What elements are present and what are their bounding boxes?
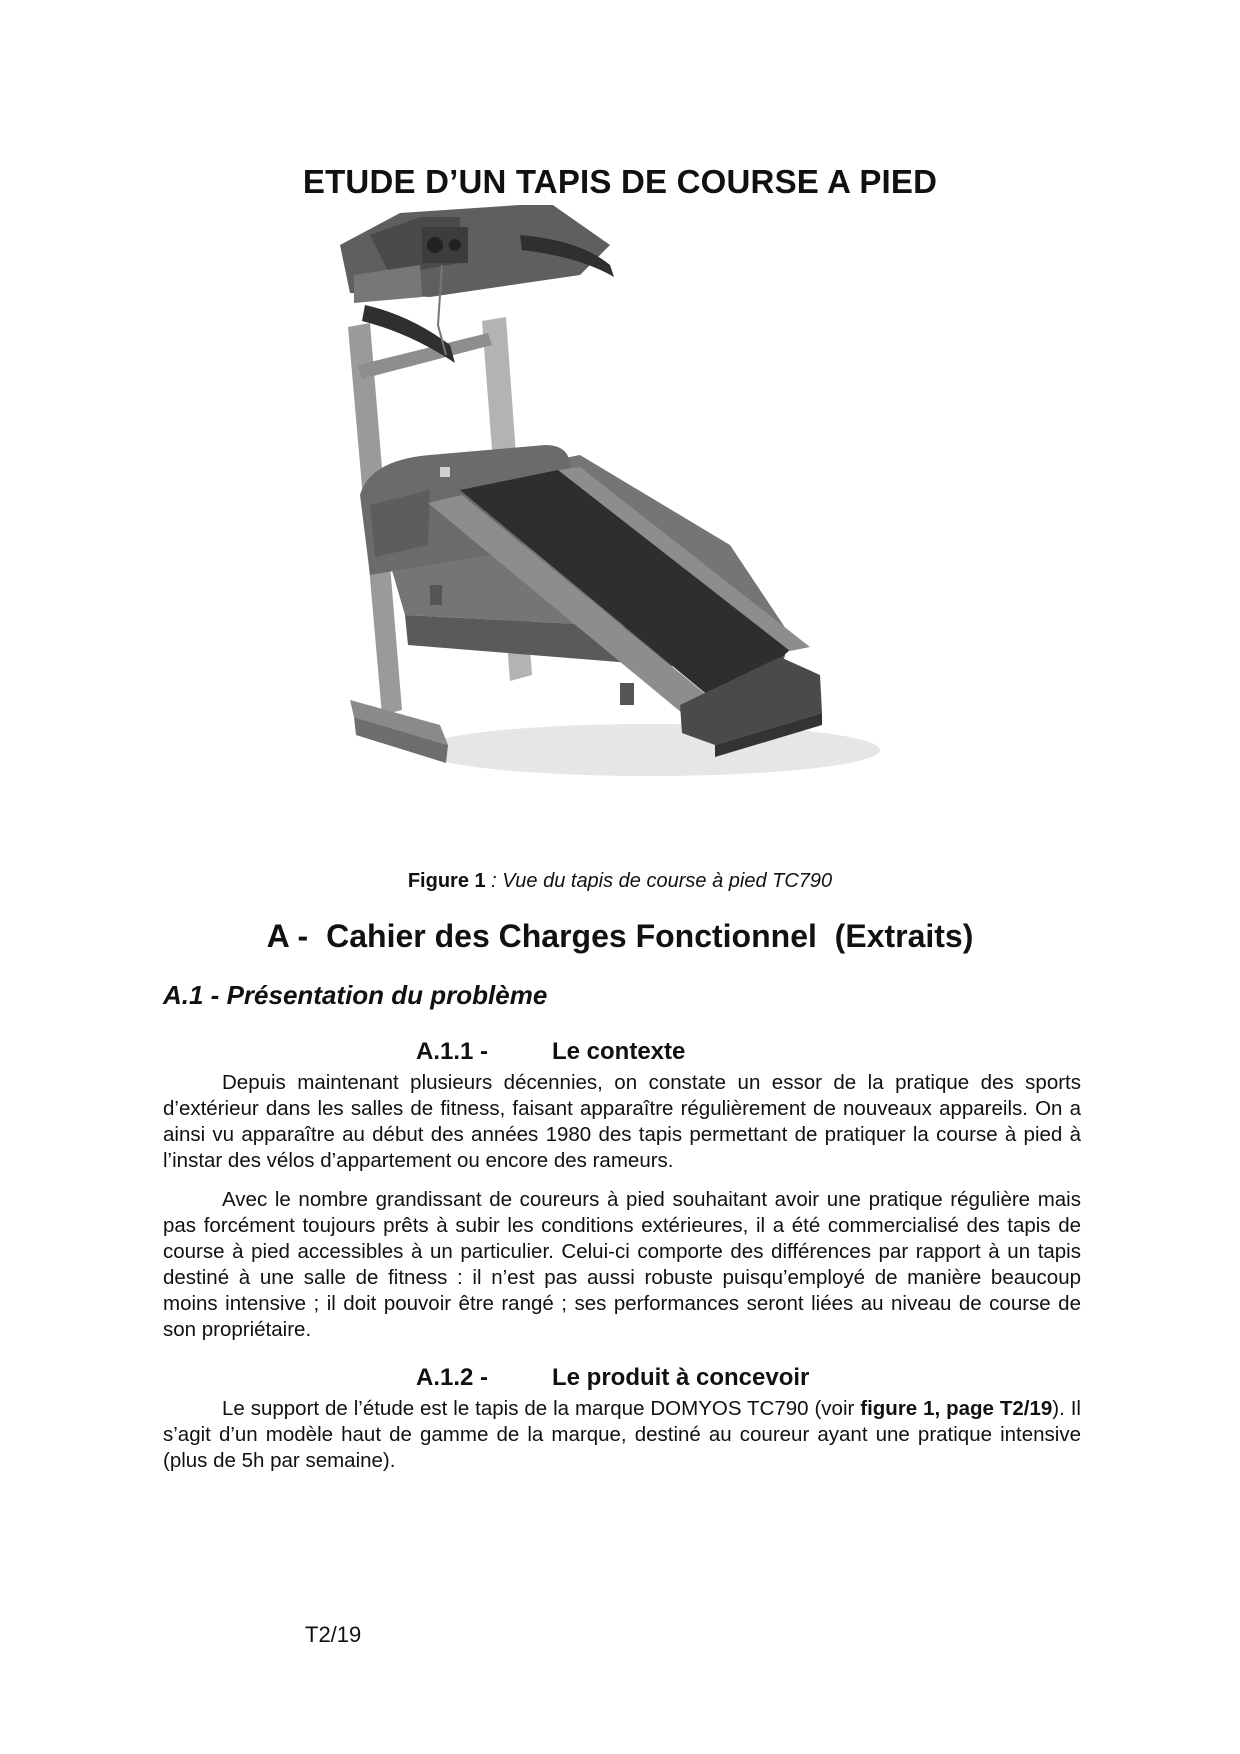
figure-reference: figure 1, page T2/19 <box>860 1397 1053 1420</box>
section-heading-a1: A.1 - Présentation du problème <box>163 980 548 1010</box>
section-heading-a <box>0 918 1240 955</box>
section-a12-number: A.1.2 - <box>416 1364 489 1391</box>
document-title: ETUDE D’UN TAPIS DE COURSE A PIED <box>302 163 938 200</box>
paragraph-context-2: Avec le nombre grandissant de coureurs à pied souhaitant avoir une pratique régulière mais pas forcément toujours prêts à subir les conditions extérieures, il a été commercialisé des tapis de course à pied accessibles à un particulier. Celui-ci comporte des différences par rapport à un tapis destiné à une salle de fitness : il n’est pas aussi robuste puisqu’employé de manière beaucoup moins intensive ; il doit pouvoir être rangé ; ses performances seront liées au niveau de course de son propriétaire. <box>163 1188 1081 1341</box>
figure-caption-text: Vue du tapis de course à pied TC790 <box>502 870 833 892</box>
page-number: T2/19 <box>305 1622 362 1647</box>
figure-caption-separator: : <box>485 870 503 892</box>
figure-caption <box>0 870 1240 893</box>
paragraph-product-end: ). Il s’agit d’un modèle haut de gamme de la marque, destiné au coureur ayant une pratique intensive (plus de 5h par semaine). <box>163 1397 1081 1472</box>
treadmill-illustration <box>310 205 930 845</box>
paragraph-product-start: Le support de l’étude est le tapis de la marque DOMYOS TC790 (voir <box>222 1397 861 1420</box>
section-heading-a12 <box>416 1364 809 1392</box>
section-a11-number: A.1.1 - <box>416 1038 489 1065</box>
paragraph-product <box>163 1396 1081 1474</box>
treadmill-icon <box>310 205 930 845</box>
figure-caption-label: Figure 1 <box>407 870 486 892</box>
paragraph-context-1: Depuis maintenant plusieurs décennies, on constate un essor de la pratique des sports d’extérieur dans les salles de fitness, faisant apparaître régulièrement de nouveaux appareils. On a ainsi vu apparaître au début des années 1980 des tapis permettant de pratiquer la course à pied à l’instar des vélos d’appartement ou encore des rameurs. <box>163 1071 1081 1172</box>
section-a-number: A - <box>266 918 309 954</box>
section-a12-title: Le produit à concevoir <box>552 1364 810 1391</box>
section-a11-title: Le contexte <box>552 1038 686 1065</box>
section-a-title: Cahier des Charges Fonctionnel (Extraits) <box>326 918 974 954</box>
section-heading-a11 <box>416 1038 685 1066</box>
